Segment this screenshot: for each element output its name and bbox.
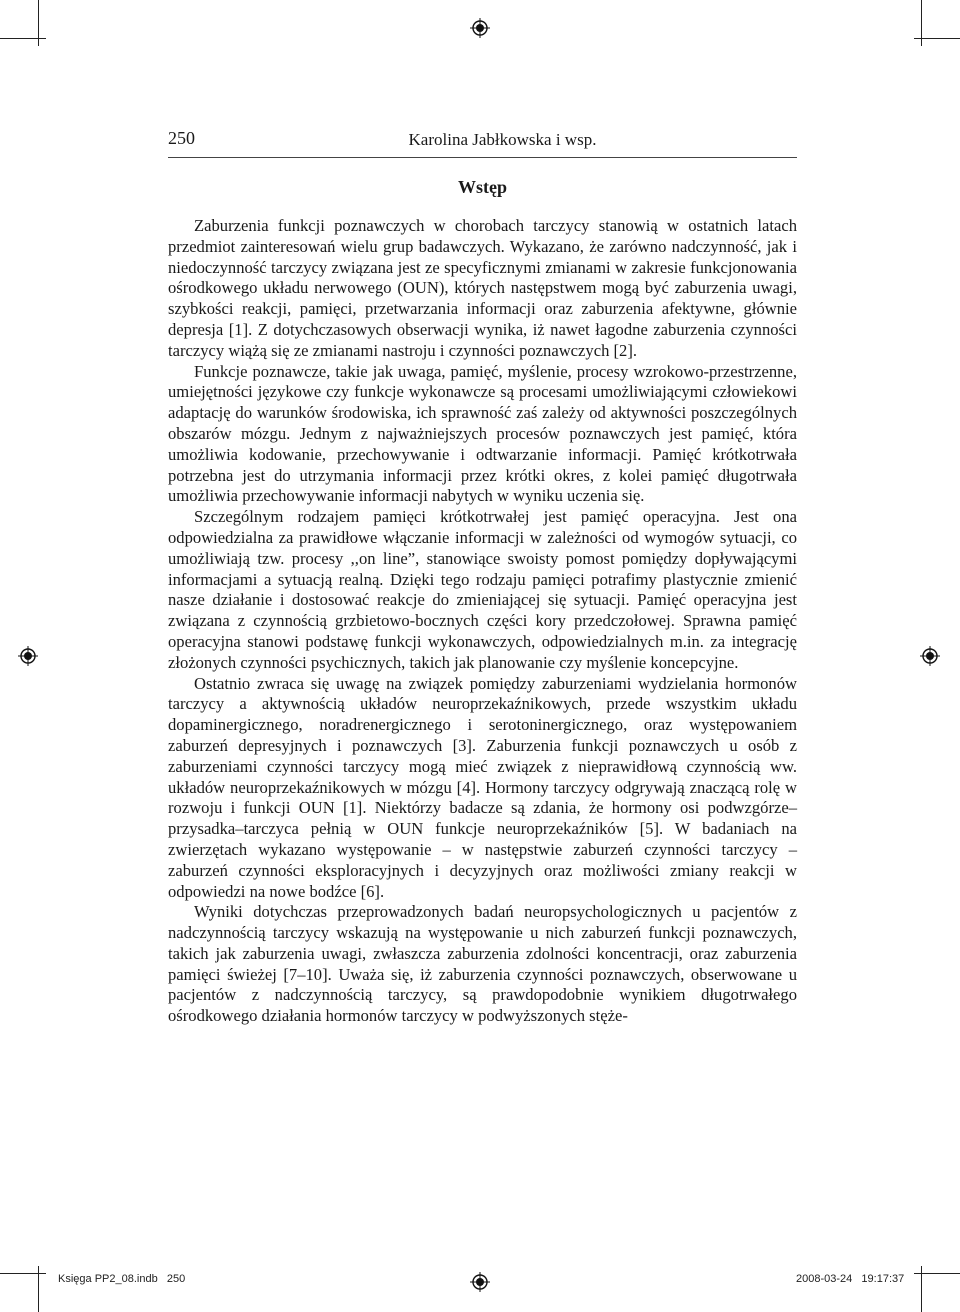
section-heading: Wstęp — [458, 177, 507, 197]
running-header — [168, 128, 797, 152]
paragraph: Ostatnio zwraca się uwagę na związek pomiędzy zaburzeniami wydzielania hormonów tarczycy a aktywnością układów neuroprzekaźnikowych, przede wszystkim układu dopaminergicznego, noradrenergicznego i serotoninergicznego, oraz występowaniem zaburzeń depresyjnych i poznawczych [3]. Zaburzenia funkcji poznawczych u osób z zaburzeniami czynności tarczycy mogą mieć związek z nieprawidłową czynnością ww. układów neuroprzekaźnikowych w mózgu [4]. Hormony tarczycy odgrywają znaczącą rolę w rozwoju i funkcji OUN [1]. Niektórzy badacze są zdania, że hormony osi podwzgórze–przysadka–tarczyca pełnią w OUN funkcje neuroprzekaźników [5]. W badaniach na zwierzętach wykazano występowanie – w następstwie zaburzeń czynności tarczycy – zaburzeń czynności eksploracyjnych i decyzyjnych oraz możliwości zmiany reakcji w odpowiedzi na nowe bodźce [6]. — [168, 673, 797, 901]
paragraph: Zaburzenia funkcji poznawczych w chorobach tarczycy stanowią w ostatnich latach przedmiot zainteresowań wielu grup badawczych. Wykazano, że zarówno nadczynność, jak i niedoczynność tarczycy związana jest ze specyficznymi zmianami w zakresie funkcjonowania ośrodkowego układu nerwowego (OUN), których następstwem mogą być zaburzenia uwagi, szybkości reakcji, pamięci, przetwarzania informacji oraz zaburzenia afektywne, głównie depresja [1]. Z dotychczasowych obserwacji wynika, iż nawet łagodne zaburzenia czynności tarczycy wiążą się ze zmianami nastroju i czynności poznawczych [2]. — [168, 216, 797, 360]
registration-mark-icon — [470, 18, 490, 38]
footer-file-name: Księga PP2_08.indb 250 — [58, 1273, 186, 1285]
page-number: 250 — [168, 128, 195, 148]
crop-mark-icon — [914, 1273, 960, 1274]
body-text — [168, 216, 797, 1027]
crop-mark-icon — [914, 38, 960, 39]
crop-mark-icon — [0, 38, 46, 39]
crop-mark-icon — [921, 0, 922, 46]
running-title: Karolina Jabłkowska i wsp. — [408, 130, 597, 149]
registration-mark-icon — [470, 1272, 490, 1292]
crop-mark-icon — [38, 0, 39, 46]
registration-mark-icon — [18, 646, 38, 666]
paragraph: Wyniki dotychczas przeprowadzonych badań neuropsychologicznych u pacjentów z nadczynnością tarczycy wskazują na występowanie u nich zaburzeń funkcji poznawczych, takich jak zaburzenia uwagi, zwłaszcza zaburzenia zdolności koncentracji, oraz zaburzenia pamięci świeżej [7–10]. Uważa się, iż zaburzenia czynności poznawczych, obserwowane u pacjentów z nadczynnością tarczycy, są prawdopodobnie wynikiem długotrwałego ośrodkowego działania hormonów tarczycy w podwyższonych stęże- — [168, 902, 797, 1026]
registration-mark-icon — [920, 646, 940, 666]
crop-mark-icon — [0, 1273, 46, 1274]
footer-timestamp: 2008-03-24 19:17:37 — [796, 1273, 905, 1285]
paragraph: Szczególnym rodzajem pamięci krótkotrwałej jest pamięć operacyjna. Jest ona odpowiedzialna za prawidłowe włączanie informacji w zależności od wymogów sytuacji, co umożliwiają tzw. procesy ,,on line”, stanowiące swoisty pomost pomiędzy dopływającymi informacjami a sytuacją realną. Dzięki tego rodzaju pamięci potrafimy plastycznie zmienić nasze działanie i dostosować reakcje do zmieniającej się sytuacji. Pamięć operacyjna jest związana z czynnością grzbietowo-bocznych części kory przedczołowej. Sprawna pamięć operacyjna stanowi podstawę funkcji wykonawczych, odpowiedzialnych m.in. za integrację złożonych czynności psychicznych, takich jak planowanie czy myślenie koncepcyjne. — [168, 507, 797, 672]
header-rule — [168, 157, 797, 158]
paragraph: Funkcje poznawcze, takie jak uwaga, pamięć, myślenie, procesy wzrokowo-przestrzenne, umiejętności językowe czy funkcje wykonawcze są procesami umożliwiającymi człowiekowi adaptację do warunków środowiska, ich sprawność zaś zależy od aktywności poszczególnych obszarów mózgu. Jednym z najważniejszych procesów poznawczych jest pamięć, która umożliwia kodowanie, przechowywanie i odtwarzanie informacji. Pamięć krótkotrwała potrzebna jest do utrzymania informacji przez krótki okres, z kolei pamięć długotrwała umożliwia przechowywanie informacji nabytych w wyniku uczenia się. — [168, 361, 797, 506]
